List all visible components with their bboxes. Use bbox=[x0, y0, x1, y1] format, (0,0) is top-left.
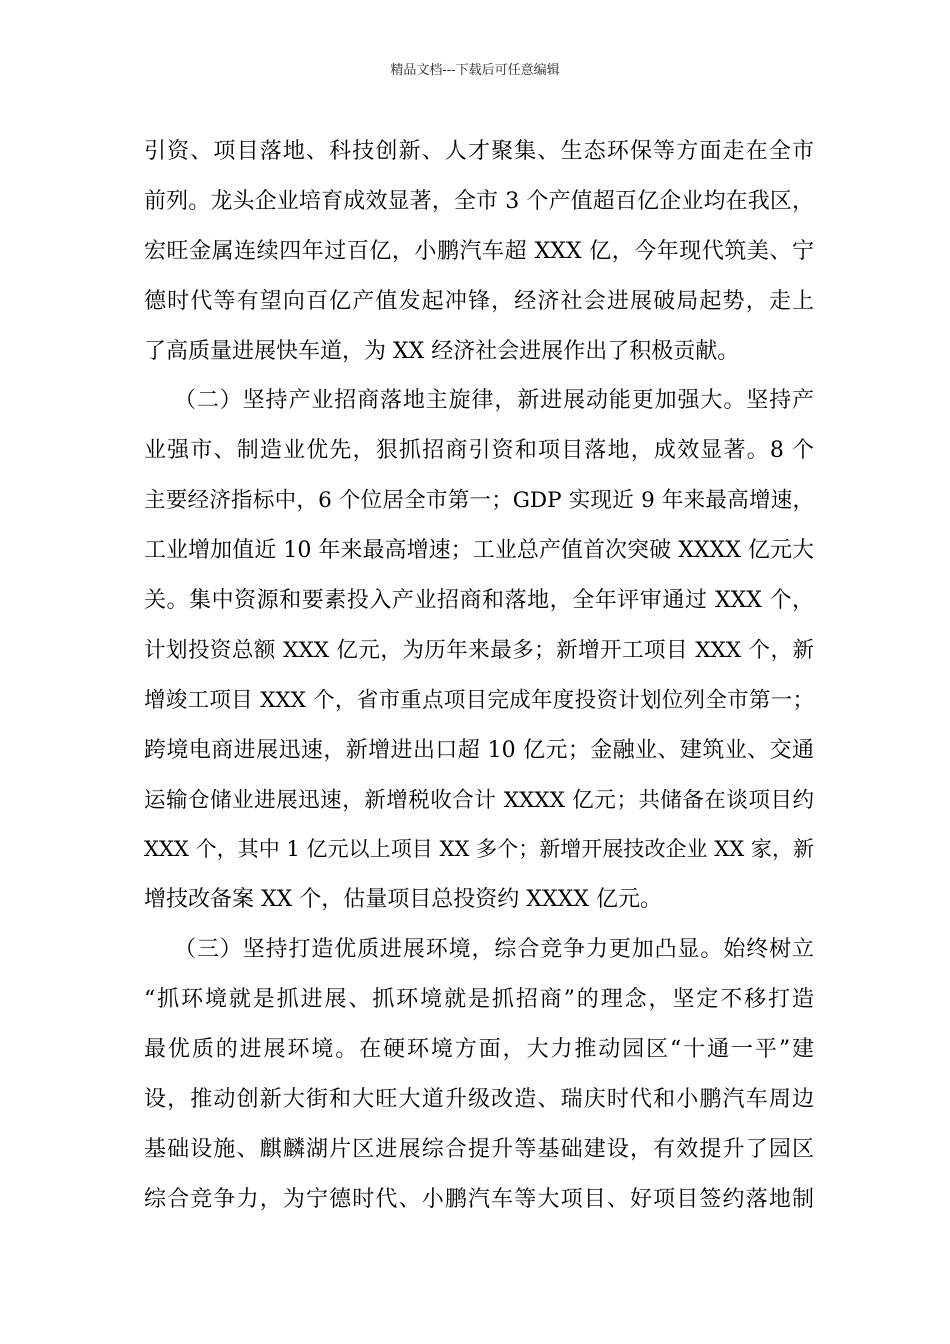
text-line: （三）坚持打造优质进展环境，综合竞争力更加凸显。始终树立 bbox=[174, 937, 814, 963]
text-line: 业强市、制造业优先，狠抓招商引资和项目落地，成效显著。8 个 bbox=[144, 438, 814, 464]
text-line: “抓环境就是抓进展、抓环境就是抓招商”的理念，坚定不移打造 bbox=[144, 987, 814, 1013]
text-line: 增竣工项目 XXX 个，省市重点项目完成年度投资计划位列全市第一； bbox=[144, 687, 814, 713]
text-line: 运输仓储业进展迅速，新增税收合计 XXXX 亿元；共储备在谈项目约 bbox=[144, 787, 814, 813]
text-line: 增技改备案 XX 个，估量项目总投资约 XXXX 亿元。 bbox=[144, 887, 662, 913]
text-line: 主要经济指标中，6 个位居全市第一；GDP 实现近 9 年来最高增速， bbox=[144, 488, 814, 514]
text-line: （二）坚持产业招商落地主旋律，新进展动能更加强大。坚持产 bbox=[174, 388, 814, 414]
text-line: 前列。龙头企业培育成效显著，全市 3 个产值超百亿企业均在我区， bbox=[144, 188, 814, 214]
text-line: 设，推动创新大街和大旺大道升级改造、瑞庆时代和小鹏汽车周边 bbox=[144, 1086, 814, 1112]
body-text bbox=[144, 127, 814, 1225]
text-line: XXX 个，其中 1 亿元以上项目 XX 多个；新增开展技改企业 XX 家，新 bbox=[144, 837, 814, 862]
text-line: 综合竞争力，为宁德时代、小鹏汽车等大项目、好项目签约落地制 bbox=[144, 1186, 814, 1212]
text-line: 引资、项目落地、科技创新、人才聚集、生态环保等方面走在全市 bbox=[144, 139, 814, 164]
text-line: 计划投资总额 XXX 亿元，为历年来最多；新增开工项目 XXX 个，新 bbox=[144, 637, 814, 663]
text-line: 宏旺金属连续四年过百亿，小鹏汽车超 XXX 亿，今年现代筑美、宁 bbox=[144, 238, 814, 264]
text-line: 工业增加值近 10 年来最高增速；工业总产值首次突破 XXXX 亿元大 bbox=[144, 538, 814, 564]
text-line: 基础设施、麒麟湖片区进展综合提升等基础建设，有效提升了园区 bbox=[144, 1136, 814, 1162]
text-line: 德时代等有望向百亿产值发起冲锋，经济社会进展破局起势，走上 bbox=[144, 288, 814, 314]
text-line: 跨境电商进展迅速，新增进出口超 10 亿元；金融业、建筑业、交通 bbox=[144, 737, 814, 763]
text-line: 关。集中资源和要素投入产业招商和落地，全年评审通过 XXX 个， bbox=[144, 588, 814, 614]
page-header: 精品文档---下载后可任意编辑 bbox=[390, 63, 560, 78]
text-line: 了高质量进展快车道，为 XX 经济社会进展作出了积极贡献。 bbox=[144, 338, 740, 364]
text-line: 最优质的进展环境。在硬环境方面，大力推动园区“十通一平”建 bbox=[144, 1037, 814, 1063]
